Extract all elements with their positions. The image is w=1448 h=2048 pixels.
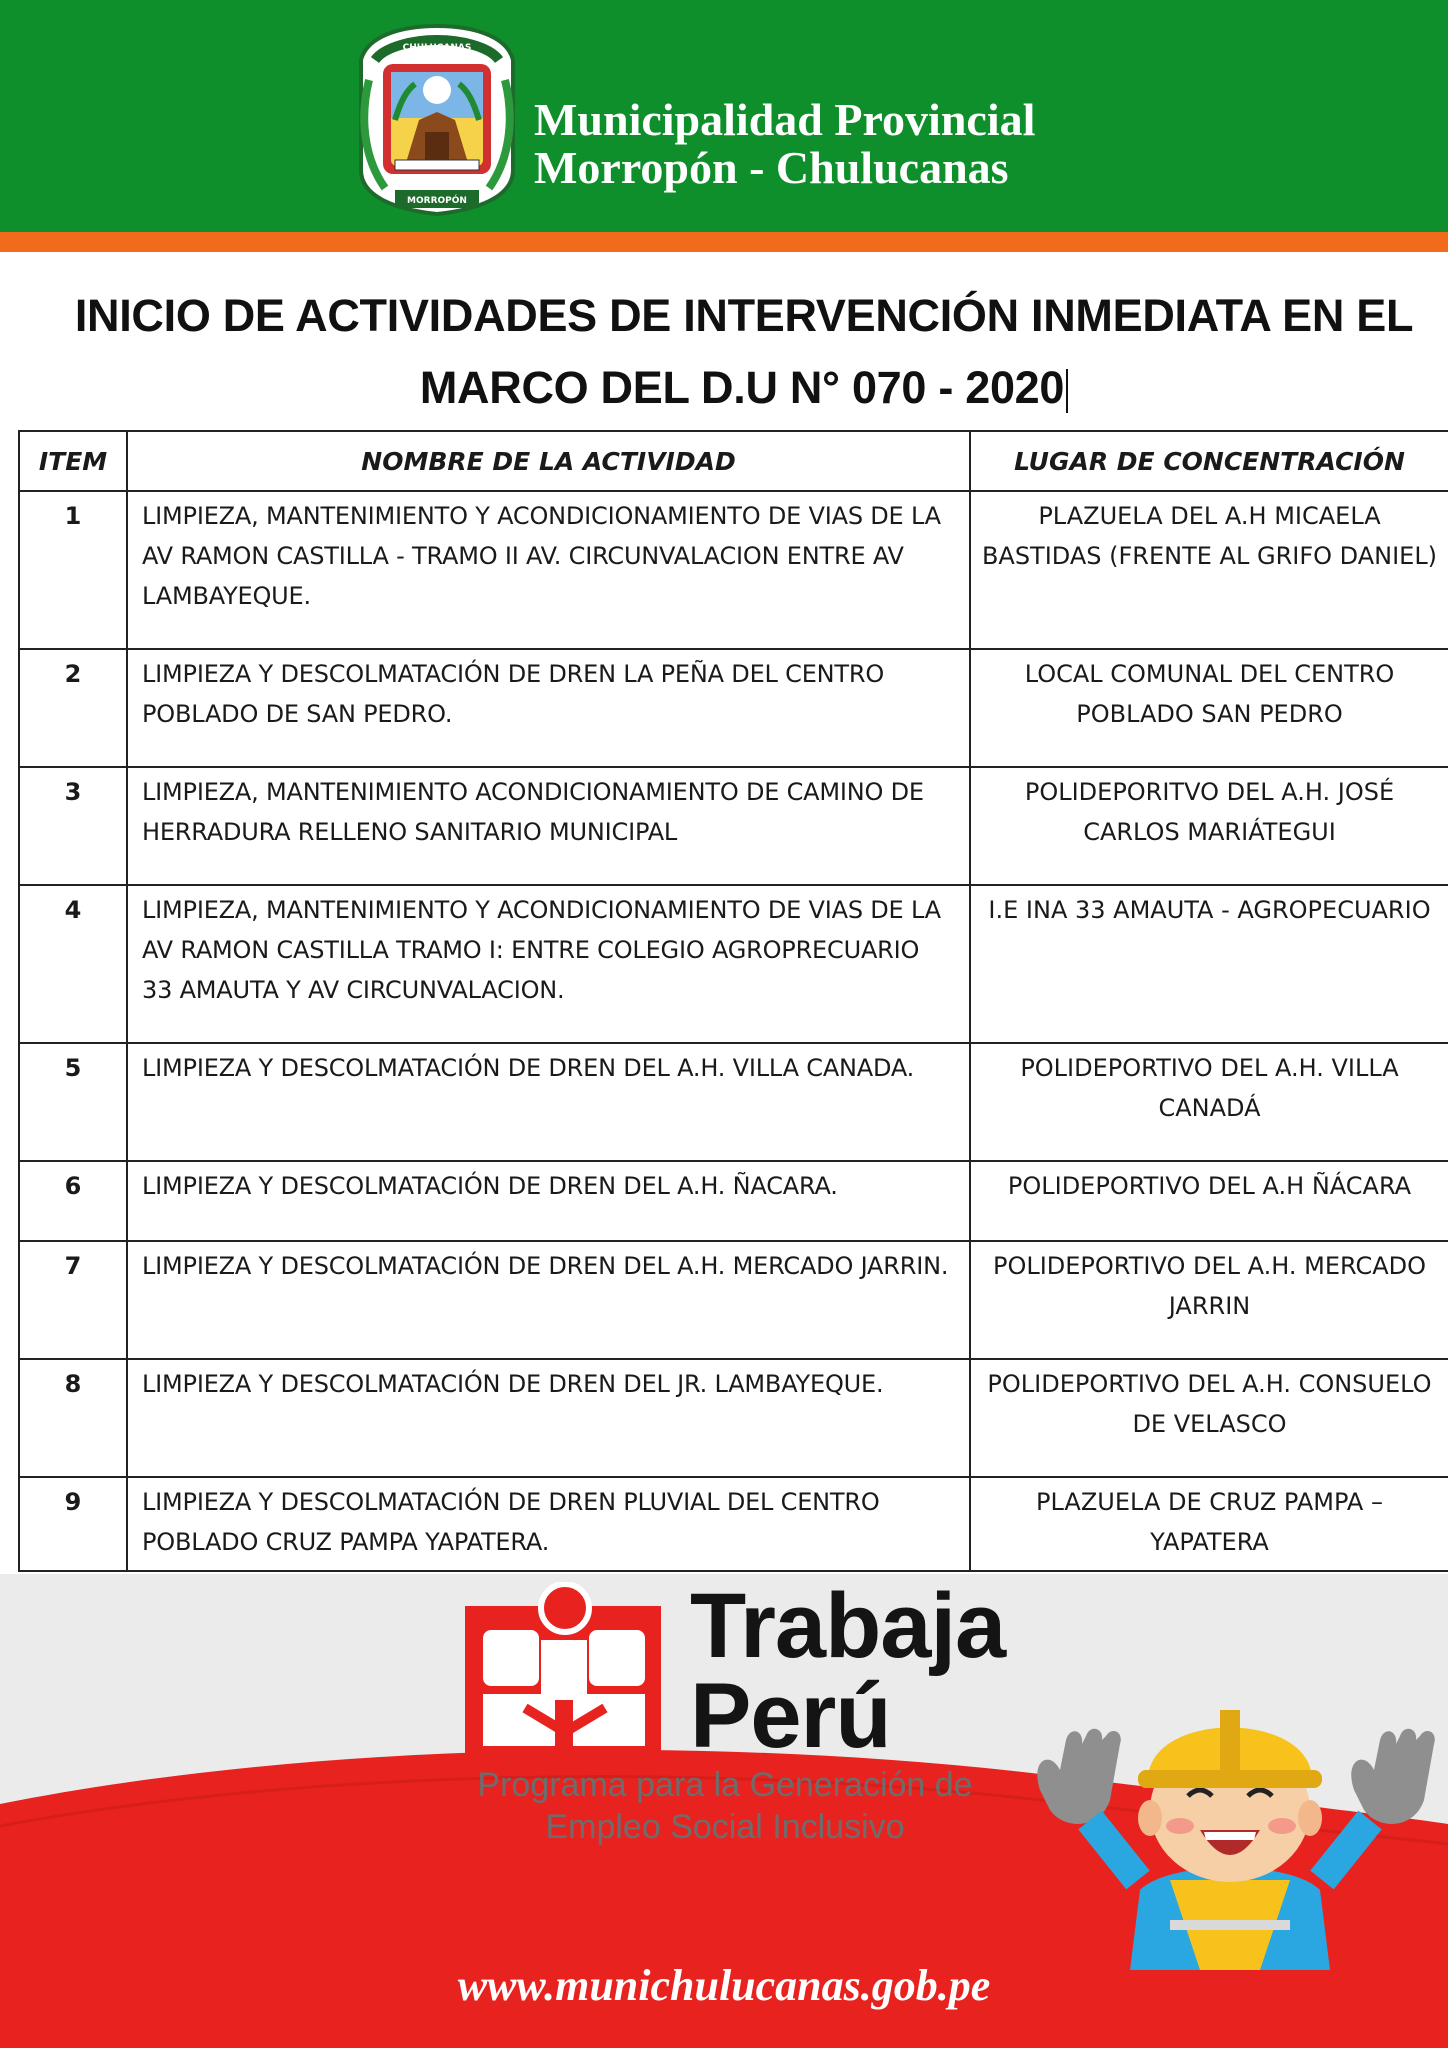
table-row bbox=[19, 1477, 1448, 1571]
item-number: 8 bbox=[19, 1359, 127, 1477]
activity-name: LIMPIEZA Y DESCOLMATACIÓN DE DREN LA PEÑA DEL CENTRO POBLADO DE SAN PEDRO. bbox=[127, 649, 970, 767]
brand-word-trabaja: Trabaja bbox=[690, 1575, 1006, 1677]
concentration-place: POLIDEPORTIVO DEL A.H. VILLA CANADÁ bbox=[970, 1043, 1448, 1161]
item-number: 7 bbox=[19, 1241, 127, 1359]
program-tagline bbox=[455, 1764, 995, 1848]
concentration-place: POLIDEPORTIVO DEL A.H ÑÁCARA bbox=[970, 1161, 1448, 1241]
activity-name: LIMPIEZA, MANTENIMIENTO Y ACONDICIONAMIENTO DE VIAS DE LA AV RAMON CASTILLA TRAMO I: ENTRE COLEGIO AGROPRECUARIO 33 AMAUTA Y AV CIRCUNVALACION. bbox=[127, 885, 970, 1043]
table-row bbox=[19, 767, 1448, 885]
concentration-place: LOCAL COMUNAL DEL CENTRO POBLADO SAN PEDRO bbox=[970, 649, 1448, 767]
trabaja-peru-logo-icon bbox=[465, 1582, 675, 1762]
tagline-line2: Empleo Social Inclusivo bbox=[545, 1808, 905, 1846]
concentration-place: PLAZUELA DE CRUZ PAMPA – YAPATERA bbox=[970, 1477, 1448, 1571]
concentration-place: POLIDEPORITVO DEL A.H. JOSÉ CARLOS MARIÁTEGUI bbox=[970, 767, 1448, 885]
org-name-line1: Municipalidad Provincial bbox=[534, 94, 1036, 145]
activity-name: LIMPIEZA Y DESCOLMATACIÓN DE DREN DEL JR. LAMBAYEQUE. bbox=[127, 1359, 970, 1477]
text-cursor bbox=[1066, 369, 1068, 413]
brand-word-peru: Perú bbox=[690, 1665, 891, 1767]
item-number: 5 bbox=[19, 1043, 127, 1161]
concentration-place: POLIDEPORTIVO DEL A.H. MERCADO JARRIN bbox=[970, 1241, 1448, 1359]
activity-name: LIMPIEZA, MANTENIMIENTO ACONDICIONAMIENTO DE CAMINO DE HERRADURA RELLENO SANITARIO MUNICIPAL bbox=[127, 767, 970, 885]
table-row bbox=[19, 1161, 1448, 1241]
table-row bbox=[19, 885, 1448, 1043]
table-row bbox=[19, 1359, 1448, 1477]
activity-name: LIMPIEZA Y DESCOLMATACIÓN DE DREN DEL A.H. ÑACARA. bbox=[127, 1161, 970, 1241]
website-url: www.munichulucanas.gob.pe bbox=[457, 1961, 991, 2010]
table-header-row bbox=[19, 431, 1448, 491]
org-name-line2: Morropón - Chulucanas bbox=[534, 142, 1009, 193]
concentration-place: I.E INA 33 AMAUTA - AGROPECUARIO bbox=[970, 885, 1448, 1043]
tagline-line1: Programa para la Generación de bbox=[477, 1766, 973, 1804]
municipal-crest-icon bbox=[355, 20, 520, 216]
header-place: LUGAR DE CONCENTRACIÓN bbox=[970, 431, 1448, 491]
title-line2: MARCO DEL D.U N° 070 - 2020 bbox=[419, 362, 1065, 413]
header-stripe bbox=[0, 232, 1448, 252]
header-activity: NOMBRE DE LA ACTIVIDAD bbox=[127, 431, 970, 491]
crest-bottom-text: MORROPÓN bbox=[407, 196, 467, 206]
title-line1: INICIO DE ACTIVIDADES DE INTERVENCIÓN INMEDIATA EN EL bbox=[74, 290, 1414, 341]
crest-top-text: CHULUCANAS bbox=[402, 43, 472, 53]
table-row bbox=[19, 491, 1448, 649]
item-number: 2 bbox=[19, 649, 127, 767]
item-number: 4 bbox=[19, 885, 127, 1043]
table-row bbox=[19, 1043, 1448, 1161]
activity-name: LIMPIEZA Y DESCOLMATACIÓN DE DREN PLUVIAL DEL CENTRO POBLADO CRUZ PAMPA YAPATERA. bbox=[127, 1477, 970, 1571]
header-banner bbox=[0, 0, 1448, 232]
organization-name bbox=[534, 96, 1035, 192]
item-number: 6 bbox=[19, 1161, 127, 1241]
worker-mascot-icon bbox=[1020, 1640, 1440, 1970]
activities-table bbox=[18, 430, 1448, 1572]
concentration-place: PLAZUELA DEL A.H MICAELA BASTIDAS (FRENTE AL GRIFO DANIEL) bbox=[970, 491, 1448, 649]
item-number: 9 bbox=[19, 1477, 127, 1571]
activity-name: LIMPIEZA Y DESCOLMATACIÓN DE DREN DEL A.H. MERCADO JARRIN. bbox=[127, 1241, 970, 1359]
document-title bbox=[40, 280, 1448, 424]
header-item: ITEM bbox=[19, 431, 127, 491]
activity-name: LIMPIEZA, MANTENIMIENTO Y ACONDICIONAMIENTO DE VIAS DE LA AV RAMON CASTILLA - TRAMO II AV. CIRCUNVALACION ENTRE AV LAMBAYEQUE. bbox=[127, 491, 970, 649]
item-number: 3 bbox=[19, 767, 127, 885]
activity-name: LIMPIEZA Y DESCOLMATACIÓN DE DREN DEL A.H. VILLA CANADA. bbox=[127, 1043, 970, 1161]
table-row bbox=[19, 1241, 1448, 1359]
item-number: 1 bbox=[19, 491, 127, 649]
table-row bbox=[19, 649, 1448, 767]
concentration-place: POLIDEPORTIVO DEL A.H. CONSUELO DE VELASCO bbox=[970, 1359, 1448, 1477]
